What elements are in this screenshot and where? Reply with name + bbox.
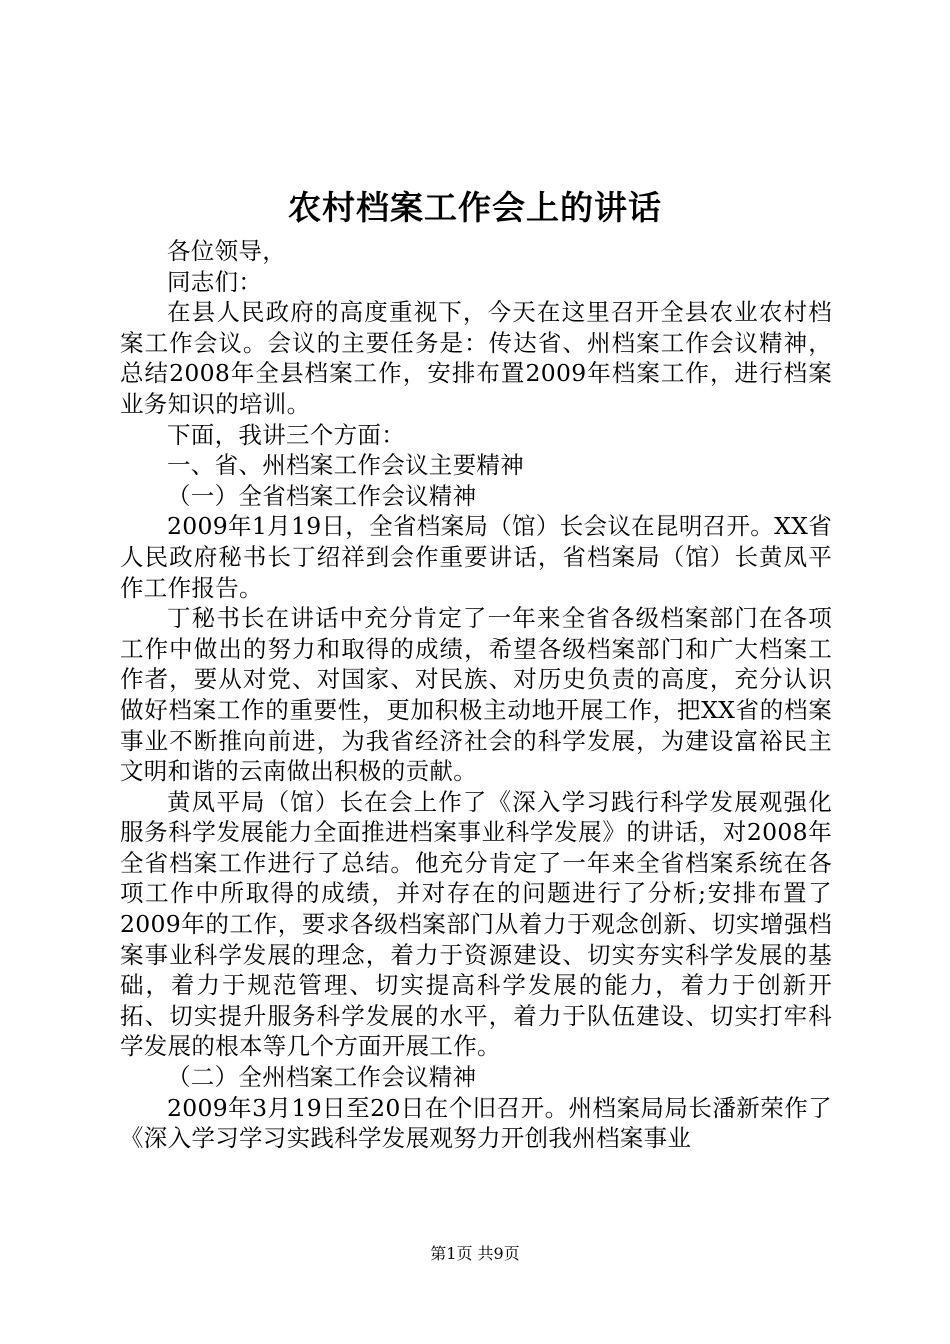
document-body <box>120 236 832 1154</box>
page-number-footer: 第1页 共9页 <box>430 1244 520 1263</box>
subsection-heading-2: （二）全州档案工作会议精神 <box>167 1063 477 1092</box>
salutation-leaders: 各位领导， <box>167 237 286 265</box>
paragraph-outline: 下面，我讲三个方面： <box>167 420 405 449</box>
paragraph-provincial-meeting: 2009年1月19日，全省档案局（馆）长会议在昆明召开。XX省人民政府秘书长丁绍祥到会作重要讲话，省档案局（馆）长黄凤平作工作报告。 <box>120 512 832 602</box>
document-title: 农村档案工作会上的讲话 <box>288 188 662 227</box>
paragraph-prefecture-meeting: 2009年3月19日至20日在个旧召开。州档案局局长潘新荣作了《深入学习学习实践科学发展观努力开创我州档案事业 <box>120 1093 832 1153</box>
section-heading-1: 一、省、州档案工作会议主要精神 <box>167 451 524 480</box>
paragraph-intro: 在县人民政府的高度重视下，今天在这里召开全县农业农村档案工作会议。会议的主要任务是：传达省、州档案工作会议精神，总结2008年全县档案工作，安排布置2009年档案工作，进行档案业务知识的培训。 <box>120 298 832 418</box>
paragraph-director-report: 黄凤平局（馆）长在会上作了《深入学习践行科学发展观强化服务科学发展能力全面推进档案事业科学发展》的讲话，对2008年全省档案工作进行了总结。他充分肯定了一年来全省档案系统在各项工作中所取得的成绩，并对存在的问题进行了分析;安排布置了2009年的工作，要求各级档案部门从着力于观念创新、切实增强档案事业科学发展的理念，着力于资源建设、切实夯实科学发展的基础，着力于规范管理、切实提高科学发展的能力，着力于创新开拓、切实提升服务科学发展的水平，着力于队伍建设、切实打牢科学发展的根本等几个方面开展工作。 <box>120 787 832 1061</box>
paragraph-secretary-speech: 丁秘书长在讲话中充分肯定了一年来全省各级档案部门在各项工作中做出的努力和取得的成绩，希望各级档案部门和广大档案工作者，要从对党、对国家、对民族、对历史负责的高度，充分认识做好档案工作的重要性，更加积极主动地开展工作，把XX省的档案事业不断推向前进，为我省经济社会的科学发展，为建设富裕民主文明和谐的云南做出积极的贡献。 <box>120 604 832 786</box>
salutation-comrades: 同志们： <box>167 267 263 296</box>
subsection-heading-1: （一）全省档案工作会议精神 <box>167 481 477 510</box>
